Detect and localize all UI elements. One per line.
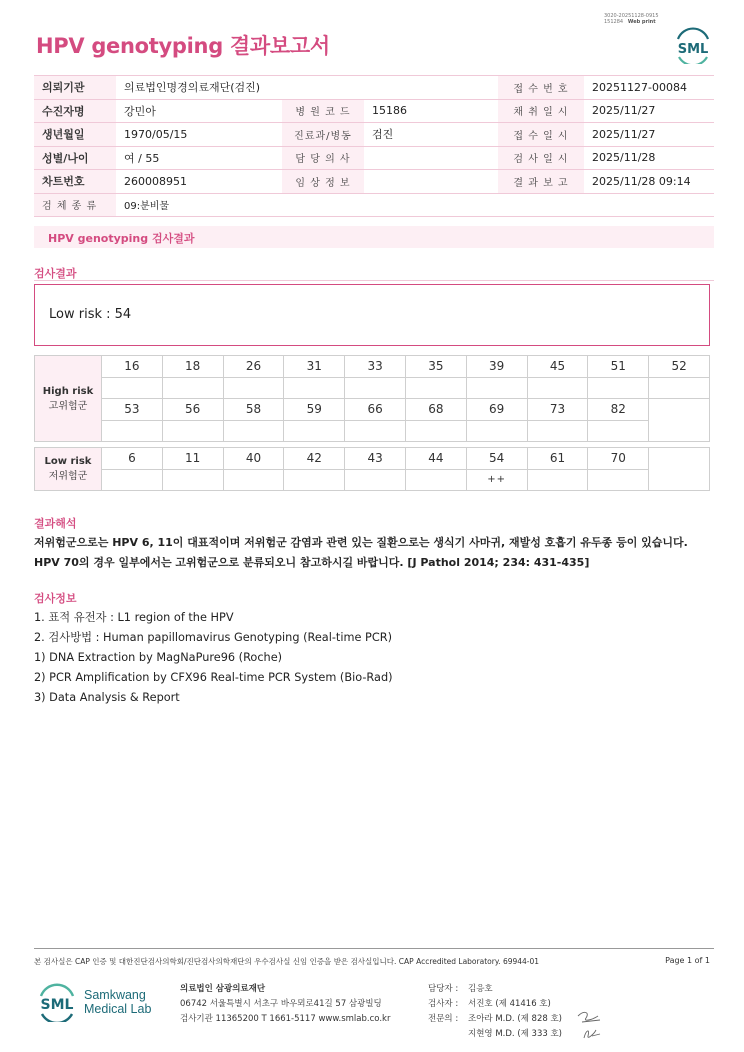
- staff-row: [428, 982, 562, 997]
- test-info-label: 검사정보: [34, 592, 77, 605]
- info-label: 채 취 일 시: [498, 99, 584, 123]
- info-value: 2025/11/27: [584, 99, 714, 123]
- info-row: [34, 76, 714, 100]
- test-info-text: [34, 608, 393, 708]
- result-mark-cell: [162, 377, 223, 399]
- info-label: 진료과/병동: [282, 123, 364, 147]
- web-print-tag: Web print: [627, 19, 656, 25]
- test-info-line: 2. 검사방법 : Human papillomavirus Genotyping (Real-time PCR): [34, 631, 392, 644]
- low-risk-label: [35, 448, 102, 491]
- result-mark-cell: [102, 469, 163, 491]
- genotype-cell: 51: [588, 356, 649, 378]
- genotype-cell: 11: [162, 448, 223, 470]
- genotype-cell: 44: [405, 448, 466, 470]
- staff-name: 지현영 M.D. (제 333 호): [468, 1029, 563, 1039]
- info-value: 여 / 55: [116, 146, 282, 170]
- lab-logo-name: [84, 988, 151, 1016]
- result-mark-cell: [162, 420, 223, 442]
- interpretation-label: 결과해석: [34, 517, 77, 530]
- genotype-cell: 33: [345, 356, 406, 378]
- report-code-line2: 151284: [604, 19, 624, 25]
- result-mark-cell: [527, 469, 588, 491]
- section-divider: [34, 280, 714, 281]
- patient-info-table: [34, 75, 714, 217]
- specimen-value: 09:분비물: [116, 193, 714, 217]
- result-mark-cell: [649, 377, 710, 399]
- staff-name: 김응호: [468, 984, 493, 994]
- info-label: 의뢰기관: [34, 76, 116, 100]
- empty-cell: [649, 399, 710, 442]
- info-label: 성별/나이: [34, 146, 116, 170]
- interpretation-line: HPV 70의 경우 일부에서는 고위험군으로 분류되오니 참고하시길 바랍니다. [J Pathol 2014; 234: 431-435]: [34, 556, 590, 569]
- info-value: 20251127-00084: [584, 76, 714, 100]
- genotype-cell: 40: [223, 448, 284, 470]
- svg-text:SML: SML: [677, 42, 709, 57]
- info-value: [364, 170, 498, 194]
- genotype-cell: 43: [345, 448, 406, 470]
- genotype-cell: 42: [284, 448, 345, 470]
- result-mark-cell: [588, 420, 649, 442]
- info-value: 260008951: [116, 170, 282, 194]
- result-mark-cell: [588, 377, 649, 399]
- info-label: 접 수 번 호: [498, 76, 584, 100]
- test-info-line: 3) Data Analysis & Report: [34, 691, 180, 704]
- info-value: 15186: [364, 99, 498, 123]
- result-mark-cell: [102, 420, 163, 442]
- high-risk-label-en: High risk: [42, 385, 94, 397]
- result-mark-cell: [284, 377, 345, 399]
- result-mark-cell: [102, 377, 163, 399]
- empty-cell: [649, 448, 710, 491]
- result-mark-cell: [466, 420, 527, 442]
- genotype-cell: 52: [649, 356, 710, 378]
- info-label: 검 사 일 시: [498, 146, 584, 170]
- staff-row: [428, 997, 562, 1012]
- genotype-cell: 70: [588, 448, 649, 470]
- result-mark-cell: [527, 377, 588, 399]
- info-value: [364, 146, 498, 170]
- staff-name: 조아라 M.D. (제 828 호): [468, 1014, 563, 1024]
- genotype-cell: 18: [162, 356, 223, 378]
- result-mark-cell: [345, 420, 406, 442]
- info-label: 담 당 의 사: [282, 146, 364, 170]
- genotype-cell: 31: [284, 356, 345, 378]
- page-title: HPV genotyping 결과보고서: [36, 34, 330, 58]
- staff-name: 서진호 (제 41416 호): [468, 999, 551, 1009]
- footer-divider: [34, 948, 714, 949]
- low-risk-label-ko: 저위험군: [48, 471, 88, 482]
- result-mark-cell: [284, 469, 345, 491]
- accreditation-note: 본 검사실은 CAP 인증 및 대한진단검사의학회/진단검사의학재단의 우수검사실 신임 인증을 받은 검사실입니다. CAP Accredited Laboratory. 69944-01: [34, 957, 540, 966]
- info-row: [34, 193, 714, 217]
- svg-text:SML: SML: [40, 997, 74, 1013]
- report-code-line1: 3020-20251128-0915: [604, 13, 659, 19]
- result-mark-cell: [345, 469, 406, 491]
- info-label: 임 상 정 보: [282, 170, 364, 194]
- info-row: [34, 170, 714, 194]
- info-label: 결 과 보 고: [498, 170, 584, 194]
- info-value: 1970/05/15: [116, 123, 282, 147]
- section-band-title: HPV genotyping 검사결과: [34, 226, 714, 248]
- genotype-cell: 56: [162, 399, 223, 421]
- staff-role: 검사자 :: [428, 999, 459, 1009]
- lab-logo-line1: Samkwang: [84, 988, 146, 1002]
- report-code: [604, 13, 659, 25]
- genotype-cell: 61: [527, 448, 588, 470]
- info-value: 강민아: [116, 99, 282, 123]
- result-summary: Low risk : 54: [49, 307, 132, 322]
- info-value: 의료법인명경의료재단(검진): [116, 76, 498, 100]
- genotype-cell: 45: [527, 356, 588, 378]
- info-label: 병 원 코 드: [282, 99, 364, 123]
- org-name: 의료법인 삼광의료재단: [180, 984, 266, 994]
- info-value: 2025/11/28 09:14: [584, 170, 714, 194]
- staff-row: [428, 1012, 562, 1027]
- sml-logo-icon: [672, 26, 714, 64]
- genotype-cell: 39: [466, 356, 527, 378]
- genotype-cell: 69: [466, 399, 527, 421]
- result-summary-box: [34, 284, 710, 346]
- test-info-line: 1. 표적 유전자 : L1 region of the HPV: [34, 611, 234, 624]
- info-label: 접 수 일 시: [498, 123, 584, 147]
- specimen-label: 검 체 종 류: [34, 193, 116, 217]
- info-row: [34, 123, 714, 147]
- page-number: Page 1 of 1: [665, 956, 710, 965]
- low-risk-label-en: Low risk: [44, 456, 92, 467]
- organization-info: [180, 982, 390, 1027]
- genotype-cell: 66: [345, 399, 406, 421]
- result-mark-cell: [223, 469, 284, 491]
- result-mark-cell: [405, 469, 466, 491]
- staff-role: 담당자 :: [428, 984, 459, 994]
- genotype-cell: 53: [102, 399, 163, 421]
- info-label: 수진자명: [34, 99, 116, 123]
- sml-logo-icon: [36, 982, 78, 1022]
- info-row: [34, 99, 714, 123]
- info-label: 생년월일: [34, 123, 116, 147]
- lab-logo-line2: Medical Lab: [84, 1002, 152, 1016]
- genotype-cell: 73: [527, 399, 588, 421]
- test-info-line: 1) DNA Extraction by MagNaPure96 (Roche): [34, 651, 283, 664]
- info-value: 2025/11/27: [584, 123, 714, 147]
- interpretation-text: [34, 533, 688, 573]
- high-risk-table: [34, 355, 710, 442]
- info-row: [34, 146, 714, 170]
- genotype-cell: 58: [223, 399, 284, 421]
- result-label: 검사결과: [34, 267, 77, 280]
- result-mark-cell: [223, 377, 284, 399]
- result-mark-cell: [466, 377, 527, 399]
- result-mark-cell: ++: [466, 469, 527, 491]
- org-address: 06742 서울특별시 서초구 바우뫼로41길 57 삼광빌딩: [180, 999, 382, 1009]
- genotype-cell: 6: [102, 448, 163, 470]
- result-mark-cell: [405, 420, 466, 442]
- info-label: 차트번호: [34, 170, 116, 194]
- genotype-cell: 68: [405, 399, 466, 421]
- result-mark-cell: [223, 420, 284, 442]
- result-mark-cell: [345, 377, 406, 399]
- genotype-cell: 54: [466, 448, 527, 470]
- result-mark-cell: [527, 420, 588, 442]
- genotype-cell: 82: [588, 399, 649, 421]
- result-mark-cell: [588, 469, 649, 491]
- result-mark-cell: [284, 420, 345, 442]
- signature-icon: [574, 1008, 608, 1042]
- info-value: 검진: [364, 123, 498, 147]
- high-risk-label-ko: 고위험군: [48, 400, 88, 412]
- genotype-cell: 59: [284, 399, 345, 421]
- staff-row: [428, 1027, 562, 1042]
- interpretation-line: 저위험군으로는 HPV 6, 11이 대표적이며 저위험군 감염과 관련 있는 질환으로는 생식기 사마귀, 재발성 호흡기 유두종 등이 있습니다.: [34, 536, 688, 549]
- test-info-line: 2) PCR Amplification by CFX96 Real-time PCR System (Bio-Rad): [34, 671, 393, 684]
- genotype-cell: 26: [223, 356, 284, 378]
- result-mark-cell: [162, 469, 223, 491]
- genotype-cell: 35: [405, 356, 466, 378]
- high-risk-label: [35, 356, 102, 442]
- info-value: 2025/11/28: [584, 146, 714, 170]
- org-contact: 검사기관 11365200 T 1661-5117 www.smlab.co.kr: [180, 1014, 391, 1024]
- staff-list: [428, 982, 562, 1042]
- low-risk-table: [34, 447, 710, 491]
- result-mark-cell: [405, 377, 466, 399]
- staff-role: 전문의 :: [428, 1014, 459, 1024]
- genotype-cell: 16: [102, 356, 163, 378]
